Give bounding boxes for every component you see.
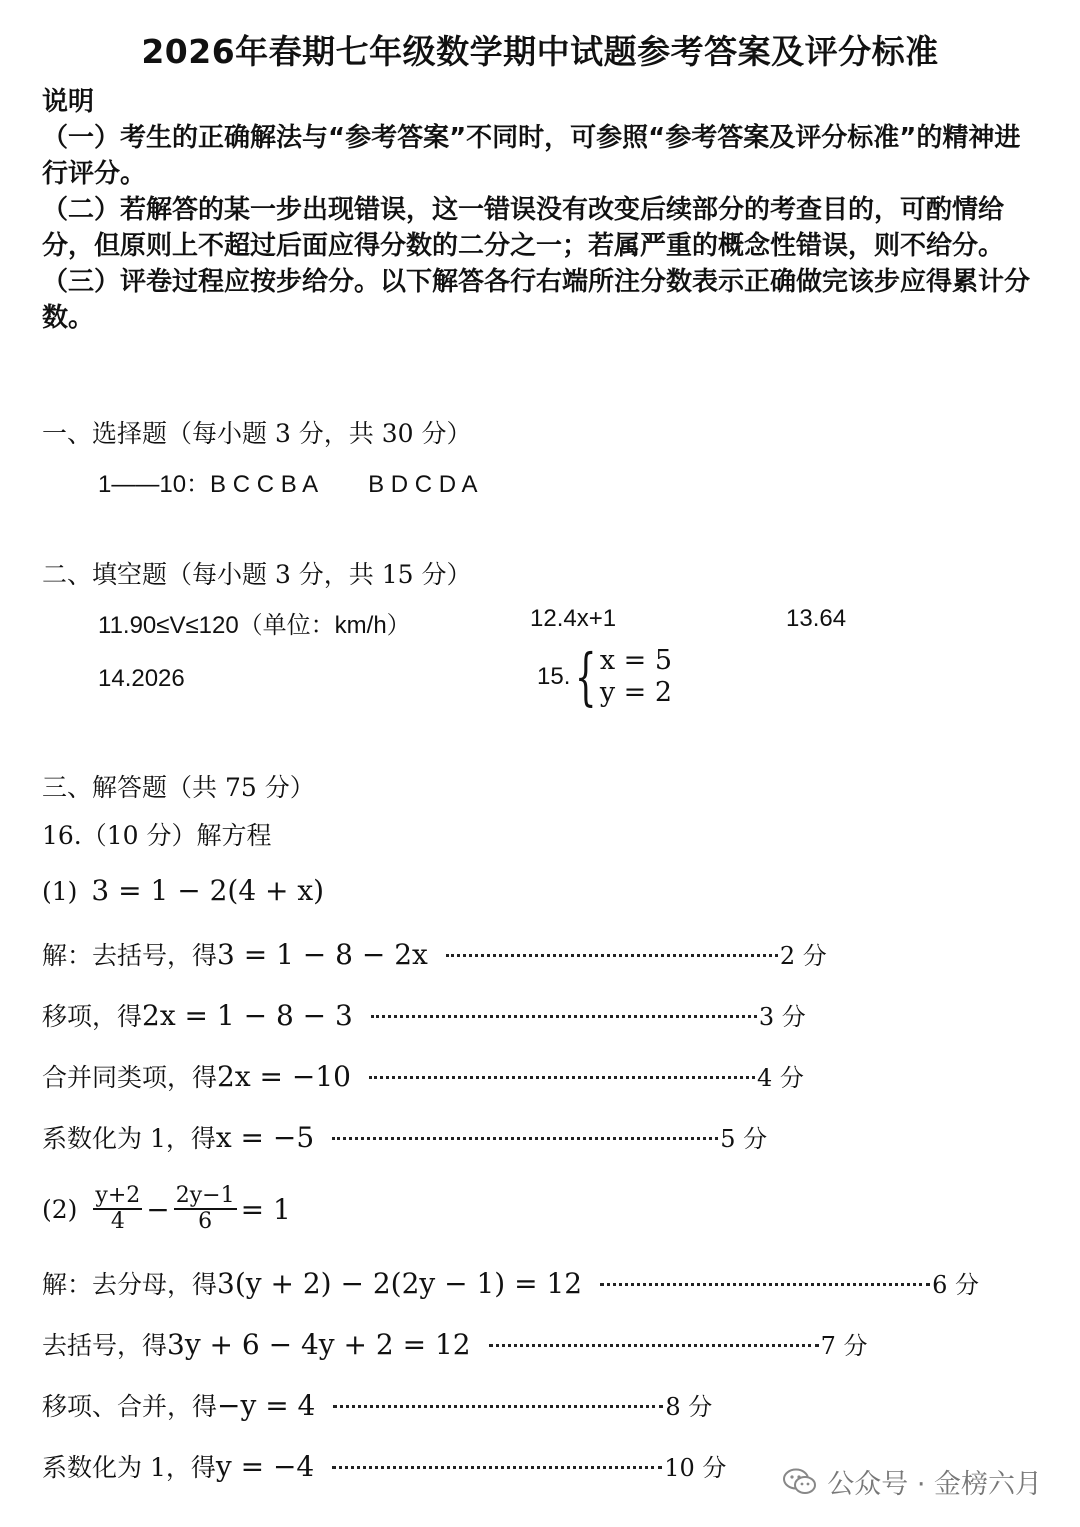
part1-step-4 [42, 1119, 767, 1155]
step-score: 3 分 [758, 1003, 806, 1031]
leader-dots [371, 1015, 757, 1018]
step-text: 解：去括号，得 [42, 941, 218, 970]
step-text: 系数化为 1，得 [42, 1453, 216, 1482]
leader-dots [369, 1076, 755, 1079]
step-score: 7 分 [820, 1332, 868, 1360]
fraction-1-denominator: 4 [110, 1209, 125, 1234]
instruction-item-2: （二）若解答的某一步出现错误，这一错误没有改变后续部分的考查目的，可酌情给分，但原则上不超过后面应得分数的二分之一；若属严重的概念性错误，则不给分。 [42, 195, 1005, 261]
step-score: 5 分 [720, 1125, 768, 1153]
step-equation: x = −5 [215, 1121, 315, 1154]
step-equation: 3y + 6 − 4y + 2 = 12 [167, 1328, 471, 1361]
fraction-1 [93, 1184, 142, 1234]
step-score: 8 分 [665, 1393, 713, 1421]
watermark [783, 1462, 1042, 1501]
part2-step-1 [42, 1265, 979, 1301]
part2-problem [42, 1184, 291, 1234]
answer-q13: 13.64 [786, 605, 847, 632]
multiple-choice-answers [98, 464, 477, 499]
part2-step-2 [42, 1326, 868, 1362]
instruction-item-3: （三）评卷过程应按步给分。以下解答各行右端所注分数表示正确做完该步应得累计分数。 [42, 267, 1031, 333]
leader-dots [332, 1137, 718, 1140]
step-equation: 2x = 1 − 8 − 3 [142, 999, 353, 1032]
step-score: 2 分 [779, 942, 827, 970]
fraction-2-numerator: 2y−1 [175, 1183, 235, 1208]
watermark-text: 公众号 · 金榜六月 [827, 1469, 1042, 1500]
instructions-heading: 说明 [42, 87, 95, 117]
answers-prefix: 1——10： [98, 471, 211, 498]
section-multiple-choice-heading: 一、选择题（每小题 3 分，共 30 分） [42, 419, 472, 448]
equation-system [600, 645, 672, 709]
section-fill-blank-heading: 二、填空题（每小题 3 分，共 15 分） [42, 560, 472, 589]
leader-dots [446, 954, 778, 957]
leader-dots [489, 1344, 819, 1347]
step-equation: −y = 4 [217, 1389, 316, 1422]
q15-label: 15. [537, 663, 571, 690]
left-brace: { [575, 640, 597, 713]
part1-label: (1) [42, 877, 78, 906]
fraction-1-numerator: y+2 [95, 1183, 141, 1208]
answer-q15 [537, 640, 673, 713]
step-text: 移项、合并，得 [42, 1392, 218, 1421]
instructions [42, 84, 1032, 336]
step-text: 移项，得 [42, 1002, 143, 1031]
leader-dots [600, 1283, 930, 1286]
step-text: 系数化为 1，得 [42, 1124, 216, 1153]
step-score: 10 分 [664, 1454, 727, 1482]
step-text: 去括号，得 [42, 1331, 168, 1360]
instruction-item-1: （一）考生的正确解法与“参考答案”不同时，可参照“参考答案及评分标准”的精神进行评分。 [42, 123, 1021, 189]
wechat-icon [783, 1468, 817, 1496]
answers-group-1: B C C B A [210, 471, 317, 498]
step-equation: 3 = 1 − 8 − 2x [217, 938, 428, 971]
system-line-1: x = 5 [599, 645, 673, 676]
part1-problem [42, 874, 324, 907]
part2-step-3 [42, 1387, 712, 1423]
answer-q12: 12.4x+1 [530, 605, 617, 632]
step-score: 4 分 [756, 1064, 804, 1092]
fraction-2 [174, 1184, 237, 1234]
section-solutions-heading: 三、解答题（共 75 分） [42, 773, 315, 802]
part1-equation: 3 = 1 − 2(4 + x) [91, 874, 325, 907]
answer-q14: 14.2026 [98, 665, 185, 692]
step-equation: 2x = −10 [217, 1060, 351, 1093]
part1-step-3 [42, 1058, 804, 1094]
step-equation: y = −4 [215, 1450, 315, 1483]
fraction-2-denominator: 6 [198, 1209, 213, 1234]
answer-q11: 11.90≤V≤120（单位：km/h） [98, 612, 411, 639]
step-text: 合并同类项，得 [42, 1063, 218, 1092]
part1-step-1 [42, 936, 827, 972]
equation-rhs: = 1 [240, 1192, 291, 1226]
part2-step-4 [42, 1448, 726, 1484]
q16-title: 16.（10 分）解方程 [42, 821, 272, 850]
step-equation: 3(y + 2) − 2(2y − 1) = 12 [217, 1267, 583, 1300]
leader-dots [333, 1405, 663, 1408]
part1-step-2 [42, 997, 806, 1033]
step-score: 6 分 [932, 1271, 980, 1299]
part2-label: (2) [42, 1194, 78, 1224]
step-text: 解：去分母，得 [42, 1270, 218, 1299]
leader-dots [332, 1466, 662, 1469]
page-title: 2026年春期七年级数学期中试题参考答案及评分标准 [141, 32, 939, 71]
minus-sign: − [146, 1192, 170, 1226]
answers-group-2: B D C D A [368, 471, 478, 498]
system-line-2: y = 2 [599, 677, 673, 708]
